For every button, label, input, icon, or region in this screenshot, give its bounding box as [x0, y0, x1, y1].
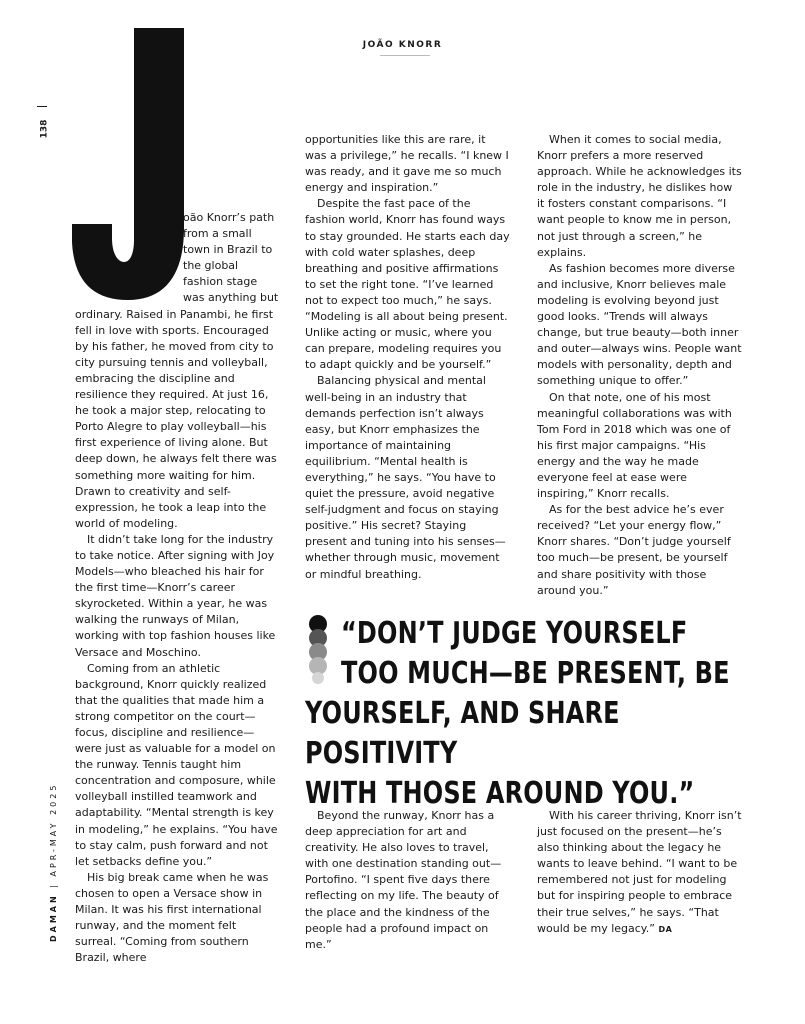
paragraph: His big break came when he was chosen to open a Versace show in Milan. It was his first international runway, and the moment felt surreal. “Coming from southern Brazil, where: [75, 870, 269, 965]
pull-quote-line: TOO MUCH—BE PRESENT, BE: [341, 656, 730, 691]
running-header: JOÃO KNORR: [362, 40, 443, 50]
article-column-2-bottom: [305, 808, 510, 953]
article-column-3: [537, 132, 742, 599]
article-column-2: [305, 132, 510, 583]
paragraph: Beyond the runway, Knorr has a deep appreciation for art and creativity. He also loves to travel, with one destination standing out—Portofino. “I spent five days there reflecting on my life. The beauty of the place and the kindness of the people had a profound impact on me.”: [305, 809, 502, 951]
paragraph: As for the best advice he’s ever received? “Let your energy flow,” Knorr shares. “Don’t judge yourself too much—be present, be yourself and share positivity with those around you.”: [537, 503, 731, 597]
paragraph: With his career thriving, Knorr isn’t just focused on the present—he’s also thinking about the legacy he wants to leave behind. “I want to be remembered not just for modeling but for inspiring people to embrace their true selves,” he says. “That would be my legacy.” DA: [537, 809, 742, 935]
paragraph: Despite the fast pace of the fashion world, Knorr has found ways to stay grounded. He starts each day with cold water splashes, deep breathing and positive affirmations to set the right tone. “I’ve learned not to expect too much,” he says. “Modeling is all about being present. Unlike acting or music, where you can prepare, modeling requires you to adapt quickly and be yourself.”: [305, 197, 510, 372]
page-number: 138: [39, 119, 50, 139]
dropcap-space: [75, 210, 183, 298]
pull-quote-line: YOURSELF, AND SHARE POSITIVITY: [305, 696, 620, 771]
paragraph: Balancing physical and mental well-being in an industry that demands perfection isn’t always easy, but Knorr emphasizes the importance of maintaining equilibrium. “Mental health is everything,” he says. “You have to quiet the pressure, avoid negative self-judgment and focus on staying positive.” His secret? Staying present and tuning into his senses—whether through music, movement or mindful breathing.: [305, 374, 506, 581]
pull-quote-line: “DON’T JUDGE YOURSELF: [341, 616, 688, 651]
paragraph: When it comes to social media, Knorr prefers a more reserved approach. While he acknowledges its role in the industry, he dislikes how it fosters constant comparisons. “I want people to know me in person, not just through a screen,” he explains.: [537, 133, 742, 259]
article-column-3-bottom: [537, 808, 742, 938]
pull-quote-line: WITH THOSE AROUND YOU.”: [305, 776, 695, 811]
paragraph: It didn’t take long for the industry to take notice. After signing with Joy Models—who bleached his hair for the first time—Knorr’s career skyrocketed. Within a year, he was walking the runways of Milan, working with top fashion houses like Versace and Moschino.: [75, 532, 276, 659]
footer-separator: |: [49, 882, 58, 888]
issue-date: APR-MAY 2025: [49, 782, 58, 877]
pull-quote: [305, 614, 745, 814]
paragraph: As fashion becomes more diverse and inclusive, Knorr believes male modeling is evolving beyond just good looks. “Trends will always change, but true beauty—both inner and outer—always wins. People want models with personality, depth and something unique to offer.”: [537, 261, 742, 388]
paragraph: opportunities like this are rare, it was a privilege,” he recalls. “I knew I was ready, and it gave me so much energy and inspiration.”: [305, 133, 509, 195]
paragraph: On that note, one of his most meaningful collaborations was with Tom Ford in 2018 which was one of his first major campaigns. “His energy and the way he made everyone feel at ease were inspiring,” Knorr recalls.: [537, 390, 732, 501]
header-divider: [380, 55, 430, 56]
author-signature: DA: [658, 924, 673, 934]
article-column-1: [75, 210, 280, 966]
vertical-footer: [49, 782, 63, 942]
magazine-name: DAMAN: [49, 893, 58, 942]
paragraph: Coming from an athletic background, Knorr quickly realized that the qualities that made him a strong competitor on the court—focus, discipline and resilience—were just as valuable for a model on the runway. Tennis taught him concentration and composure, while volleyball instilled teamwork and adaptability. “Mental strength is key in modeling,” he explains. “You have to stay calm, push forward and not let setbacks define you.”: [75, 661, 278, 868]
page-number-rule: [37, 106, 47, 107]
intro-paragraph: oão Knorr’s path from a small town in Brazil to the global fashion stage was anything but ordinary. Raised in Panambi, he first fell in love with sports. Encouraged by his father, he moved from city to city pursuing tennis and volleyball, embracing the discipline and resilience they required. At just 16, he took a major step, relocating to Porto Alegre to play volleyball—his first experience of living alone. But deep down, he always felt there was something more waiting for him. Drawn to creativity and self-expression, he took a leap into the world of modeling.: [75, 211, 279, 530]
